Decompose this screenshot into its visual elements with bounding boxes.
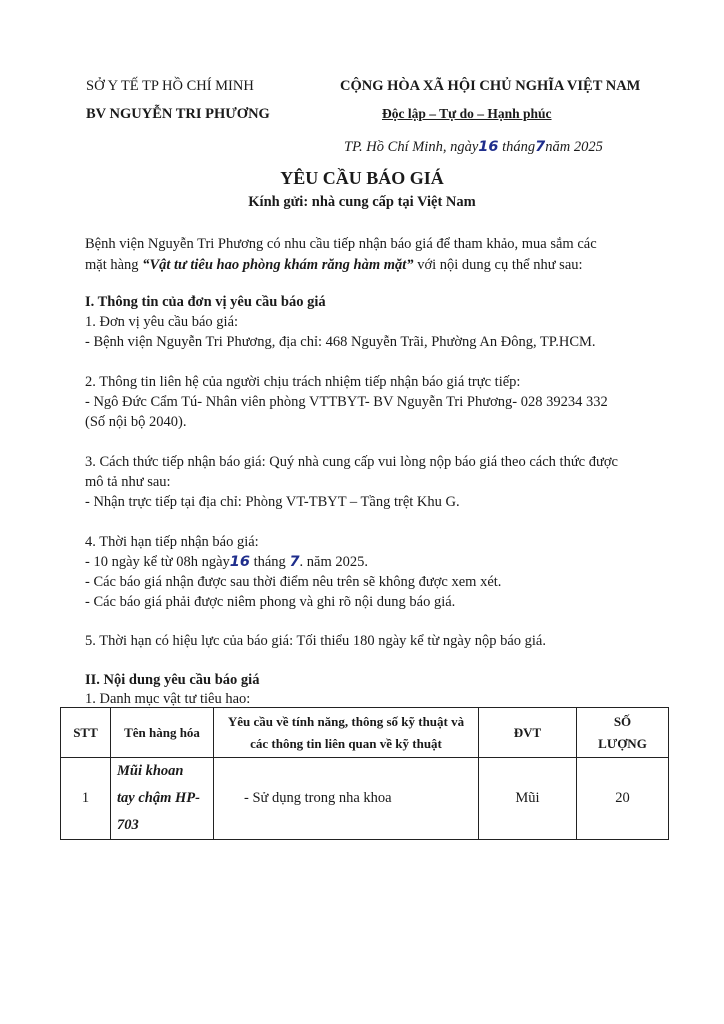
item-4-prefix: - 10 ngày kể từ 08h ngày bbox=[85, 554, 230, 570]
section-2-heading: II. Nội dung yêu cầu báo giá bbox=[85, 672, 260, 688]
intro-prefix: mặt hàng bbox=[85, 257, 143, 273]
date-month-label: tháng bbox=[502, 139, 536, 155]
item-5: 5. Thời hạn có hiệu lực của báo giá: Tối thiểu 180 ngày kể từ ngày nộp báo giá. bbox=[85, 633, 546, 649]
org-hospital: BV NGUYỄN TRI PHƯƠNG bbox=[86, 106, 270, 122]
item-1-detail: - Bệnh viện Nguyễn Tri Phương, địa chỉ: 468 Nguyễn Trãi, Phường An Đông, TP.HCM. bbox=[85, 334, 596, 350]
items-table bbox=[60, 707, 669, 840]
item-3-detail: - Nhận trực tiếp tại địa chỉ: Phòng VT-TBYT – Tầng trệt Khu G. bbox=[85, 494, 460, 510]
date-month: 7 bbox=[535, 139, 546, 155]
item-4-month: 7 bbox=[289, 554, 300, 570]
header-spec-line-2: các thông tin liên quan về kỹ thuật bbox=[250, 735, 442, 751]
header-spec-line-1: Yêu cầu về tính năng, thông số kỹ thuật và bbox=[227, 713, 465, 729]
item-2-detail-1: - Ngô Đức Cẩm Tú- Nhân viên phòng VTTBYT- BV Nguyễn Tri Phương- 028 39234 332 bbox=[85, 394, 608, 410]
table-header-row bbox=[61, 708, 669, 758]
item-4-line-3: - Các báo giá phải được niêm phong và ghi rõ nội dung báo giá. bbox=[85, 594, 456, 610]
header-qty bbox=[577, 708, 669, 758]
date-line bbox=[344, 139, 603, 156]
header-qty-line-1: SỐ bbox=[613, 713, 632, 729]
intro-line-2 bbox=[85, 257, 583, 274]
header-stt: STT bbox=[61, 708, 111, 758]
row-stt: 1 bbox=[61, 758, 111, 840]
item-2-label: 2. Thông tin liên hệ của người chịu trách nhiệm tiếp nhận báo giá trực tiếp: bbox=[85, 374, 521, 390]
item-2-detail-2: (Số nội bộ 2040). bbox=[85, 414, 187, 430]
row-name-line-2: tay chậm HP- bbox=[117, 790, 200, 806]
table-row bbox=[61, 758, 669, 840]
item-3-label-1: 3. Cách thức tiếp nhận báo giá: Quý nhà cung cấp vui lòng nộp báo giá theo cách thức được bbox=[85, 454, 618, 470]
section-1-heading: I. Thông tin của đơn vị yêu cầu báo giá bbox=[85, 294, 326, 310]
header-name: Tên hàng hóa bbox=[111, 708, 214, 758]
header-spec bbox=[214, 708, 479, 758]
item-4-line-2: - Các báo giá nhận được sau thời điểm nêu trên sẽ không được xem xét. bbox=[85, 574, 502, 590]
item-1-label: 1. Đơn vị yêu cầu báo giá: bbox=[85, 314, 239, 330]
row-name-line-1: Mũi khoan bbox=[117, 763, 184, 779]
row-spec: - Sử dụng trong nha khoa bbox=[214, 758, 479, 840]
motto: Độc lập – Tự do – Hạnh phúc bbox=[382, 106, 552, 121]
date-day: 16 bbox=[478, 139, 499, 155]
intro-suffix: với nội dung cụ thể như sau: bbox=[413, 257, 583, 273]
document-title: YÊU CẦU BÁO GIÁ bbox=[280, 168, 444, 188]
row-unit: Mũi bbox=[479, 758, 577, 840]
recipient: Kính gửi: nhà cung cấp tại Việt Nam bbox=[248, 194, 476, 210]
item-4-label: 4. Thời hạn tiếp nhận báo giá: bbox=[85, 534, 259, 550]
intro-line-1: Bệnh viện Nguyễn Tri Phương có nhu cầu tiếp nhận báo giá để tham khảo, mua sắm các bbox=[85, 236, 597, 252]
item-4-month-label: tháng bbox=[253, 554, 286, 570]
date-year: năm 2025 bbox=[545, 139, 603, 155]
row-name bbox=[111, 758, 214, 840]
header-unit: ĐVT bbox=[479, 708, 577, 758]
date-prefix: TP. Hồ Chí Minh, ngày bbox=[344, 139, 479, 155]
org-department: SỞ Y TẾ TP HỒ CHÍ MINH bbox=[86, 78, 254, 94]
list-label: 1. Danh mục vật tư tiêu hao: bbox=[85, 691, 251, 707]
item-4-line-1 bbox=[85, 554, 368, 571]
item-4-year: . năm 2025. bbox=[299, 554, 368, 570]
item-3-label-2: mô tả như sau: bbox=[85, 474, 171, 490]
header-qty-line-2: LƯỢNG bbox=[598, 735, 647, 751]
row-name-line-3: 703 bbox=[117, 817, 139, 833]
nation-title: CỘNG HÒA XÃ HỘI CHỦ NGHĨA VIỆT NAM bbox=[340, 78, 641, 94]
intro-item-name: “Vật tư tiêu hao phòng khám răng hàm mặt” bbox=[142, 257, 414, 273]
item-4-day: 16 bbox=[229, 554, 250, 570]
row-qty: 20 bbox=[577, 758, 669, 840]
